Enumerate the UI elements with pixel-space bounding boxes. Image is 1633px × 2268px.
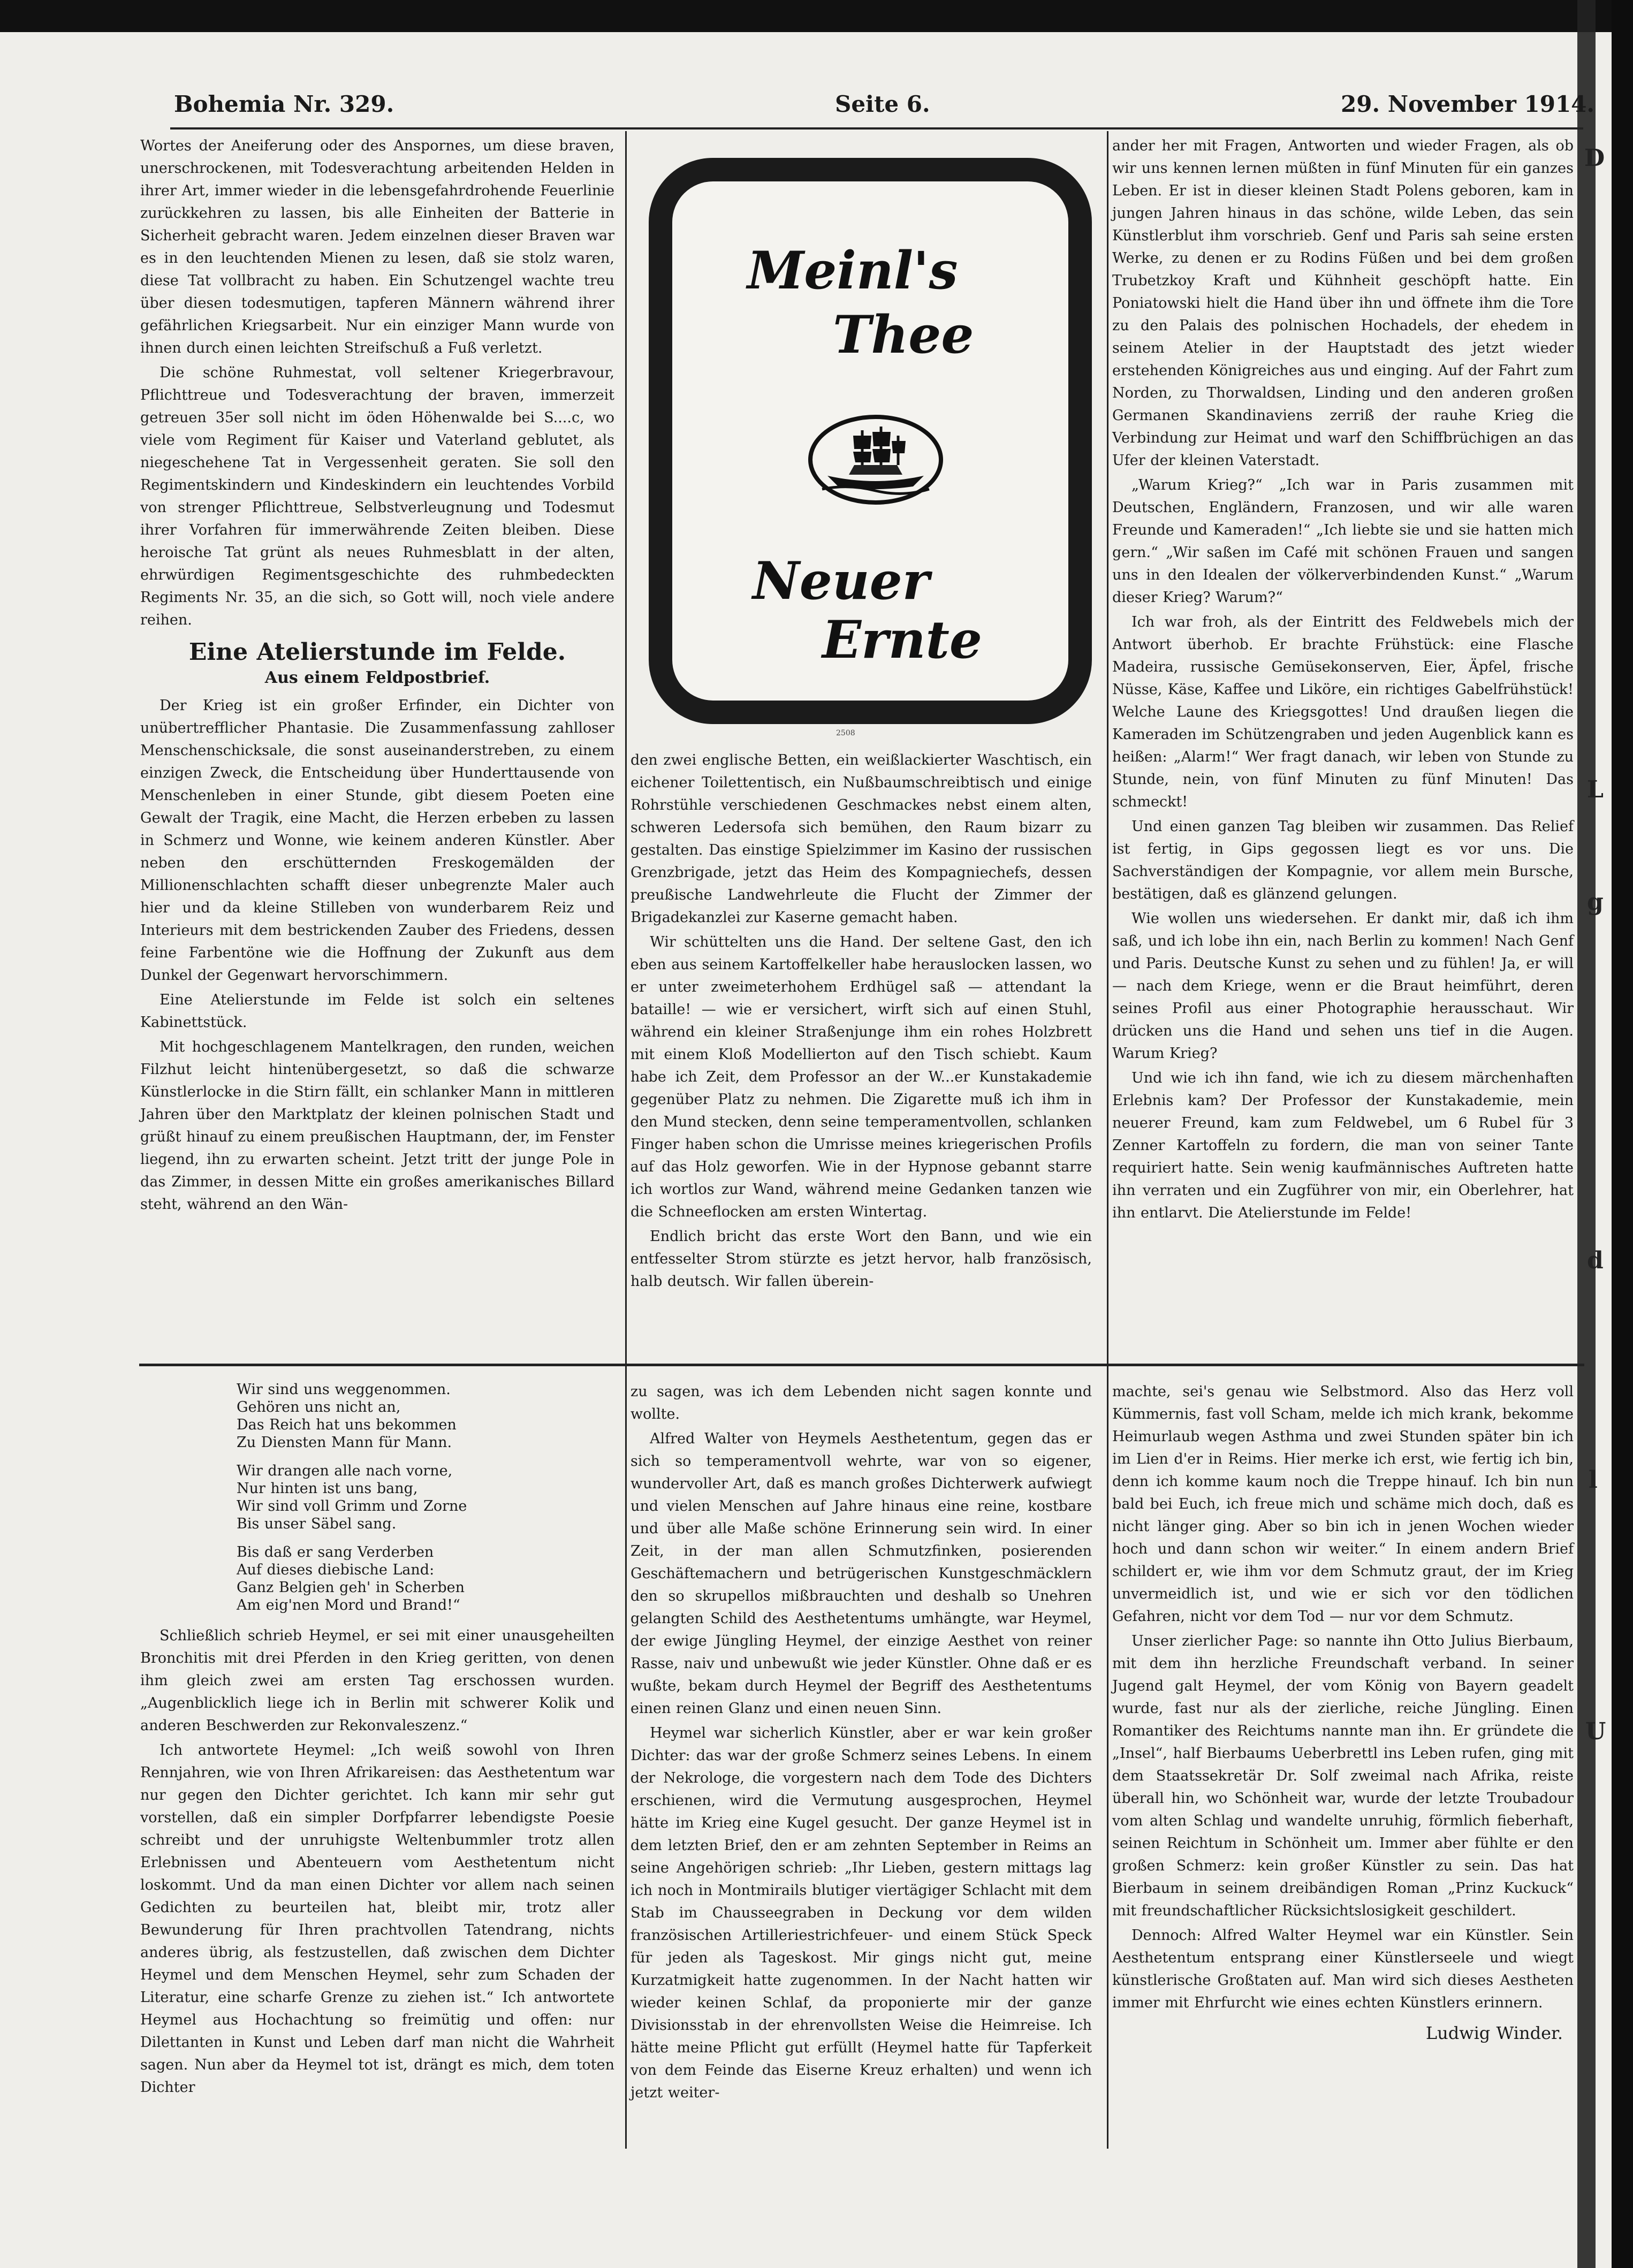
column-b-bottom [631, 1381, 1092, 2106]
paragraph: den zwei englische Betten, ein weißlackierter Waschtisch, ein eichener Toilettentisch, ein Nußbaumschreibtisch und einige Rohrstühle verschiedenen Geschmackes nebst einem alten, schweren Ledersofa sich bemühen, den Raum bizarr zu gestalten. Das einstige Spielzimmer im Kasino der russischen Grenzbrigade, jetzt das Heim des Kompagniechefs, dessen preußische Landwehrleute die Flucht der Zimmer der Brigadekanzlei zur Kaserne gemacht haben. [631, 752, 1092, 926]
poem-line: Wir drangen alle nach vorne, [237, 1463, 453, 1479]
paragraph: Mit hochgeschlagenem Mantelkragen, den runden, weichen Filzhut leicht hintenübergesetzt, so daß die schwarze Künstlerlocke in die Stirn fällt, ein schlanker Mann in mittleren Jahren über den Marktplatz der kleinen polnischen Stadt und grüßt hinauf zu einem preußischen Hauptmann, der, im Fenster liegend, ihn zu erwarten scheint. Jetzt tritt der junge Pole in das Zimmer, in dessen Mitte ein großes amerikanisches Billard steht, während an den Wän- [140, 1039, 614, 1213]
paragraph: Ich war froh, als der Eintritt des Feldwebels mich der Antwort überhob. Er brachte Frühstück: eine Flasche Madeira, russische Gemüsekonserven, Eier, Äpfel, frische Nüsse, Käse, Kaffee und Liköre, ein richtiges Gabelfrühstück! Welche Laune des Kriegsgottes! Und draußen liegen die Kameraden im Schützengraben und jeden Augenblick kann es heißen: „Alarm!“ Wer fragt danach, wir leben von Stunde zu Stunde, nein, von fünf Minuten zu fünf Minuten! Das schmeckt! [1112, 614, 1574, 810]
paragraph: Und einen ganzen Tag bleiben wir zusammen. Das Relief ist fertig, in Gips gegossen liegt es vor uns. Die Sachverständigen der Kompagnie, vor allem mein Bursche, bestätigen, daß es glänzend gelungen. [1112, 818, 1574, 902]
paragraph: Wortes der Aneiferung oder des Anspornes, um diese braven, unerschrockenen, mit Todesverachtung arbeitenden Helden in ihrer Art, immer wieder in die lebensgefahrdrohende Feuerlinie zurückkehren zu lassen, bis alle Einheiten der Batterie in Sicherheit gebracht waren. Jedem einzelnen dieser Braven war es in den leuchtenden Mienen zu lesen, daß sie stolz waren, diese Tat vollbracht zu haben. Ein Schutzengel wachte treu über diesen todesmutigen, tapferen Männern während ihrer gefährlichen Kriegsarbeit. Nur ein einziger Mann wurde von ihnen durch einen leichten Streifschuß a Fuß verletzt. [140, 138, 614, 356]
scan-edge-right-inner [1577, 0, 1596, 2268]
author-signature: Ludwig Winder. [1425, 2023, 1563, 2043]
paragraph: Dennoch: Alfred Walter Heymel war ein Künstler. Sein Aesthetentum entsprang einer Künstlerseele und wiegt künstlerische Großtaten auf. Man wird sich dieses Aestheten immer mit Ehrfurcht wie eines echten Künstlers erinnern. [1112, 1927, 1574, 2011]
poem-line: Zu Diensten Mann für Mann. [237, 1434, 452, 1451]
adjacent-page-fragment: g [1587, 888, 1604, 916]
paragraph: Eine Atelierstunde im Felde ist solch ein seltenes Kabinettstück. [140, 992, 614, 1031]
poem-line: Bis daß er sang Verderben [237, 1544, 434, 1561]
paragraph: Heymel war sicherlich Künstler, aber er war kein großer Dichter: das war der große Schmerz seines Lebens. In einem der Nekrologe, die vorgestern nach dem Tode des Dichters erschienen, wird die Vermutung ausgesprochen, Heymel hätte im Krieg eine Kugel gesucht. Der ganze Heymel ist in dem letzten Brief, den er am zehnten September in Reims an seine Angehörigen schrieb: „Ihr Lieben, gestern mittags lag ich noch in Montmirails blutiger viertägiger Schlacht mit dem Stab im Chausseegraben in Deckung vor dem wilden französischen Artilleriestrichfeuer- und einem Stück Speck für jeden als Tageskost. Mir gings nicht gut, meine Kurzatmigkeit hatte zugenommen. In der Nacht hatten wir wieder keinen Schlaf, da proponierte mir der ganze Divisionsstab in der ehrenvollsten Weise die Heimreise. Ich hätte meine Pflicht gut erfüllt (Heymel hatte für Tapferkeit von dem Feinde das Eiserne Kreuz erhalten) und wenn ich jetzt weiter- [631, 1725, 1092, 2101]
poem-line: Das Reich hat uns bekommen [237, 1417, 457, 1433]
ad-line-neuer: Neuer [753, 551, 930, 611]
poem-line: Gehören uns nicht an, [237, 1399, 401, 1415]
paragraph: machte, sei's genau wie Selbstmord. Also das Herz voll Kümmernis, fast voll Scham, melde ich mich krank, bekomme Heimurlaub wegen Asthma und zwei Stunden später bin ich im Lien d'er in Reims. Hier merke ich erst, wie fertig ich bin, denn ich komme kaum noch die Treppe hinauf. Ich bin nun bald bei Euch, ich freue mich und schäme mich doch, daß es nicht länger ging. Aber so bin ich in jenen Wochen wieder hoch und dann schon wir weiter.“ In einem andern Brief schildert er, wie ihm vor dem Schmutz graut, der im Krieg unvermeidlich ist, und wie er sich vor den tödlichen Gefahren, nicht vor dem Tod — nur vor dem Schmutz. [1112, 1383, 1574, 1625]
paragraph: Unser zierlicher Page: so nannte ihn Otto Julius Bierbaum, mit dem ihn herzliche Freundschaft verband. In seiner Jugend galt Heymel, der vom König von Bayern geadelt wurde, fast nur als der zierliche, reiche Jüngling. Einen Romantiker des Reichtums nannte man ihn. Er gründete die „Insel“, half Bierbaums Ueberbrettl ins Leben rufen, ging mit dem Staatssekretär Dr. Solf zweimal nach Afrika, reiste überall hin, wo Schönheit war, wurde der letzte Troubadour vom alten Schlag und wandelte unruhig, förmlich fieberhaft, seinen Reichtum in Schönheit um. Immer aber fühlte er den großen Schmerz: kein großer Künstler zu sein. Das hat Bierbaum in seinem dreibändigen Roman „Prinz Kuckuck“ mit freundschaftlicher Rücksichtslosigkeit geschildert. [1112, 1633, 1574, 1919]
paragraph: Die schöne Ruhmestat, voll seltener Kriegerbravour, Pflichttreue und Todesverachtung der braven, immerzeit getreuen 35er soll nicht im öden Höhenwalde bei S....c, wo viele vom Regiment für Kaiser und Vaterland geblutet, als niegeschehene Tat in Vergessenheit geraten. Sie soll den Regimentskindern und Kindeskindern ein leuchtendes Vorbild von strenger Pflichttreue, Selbstverleugnung und Todesmut ihrer Vorfahren für immerwährende Zeiten bleiben. Diese heroische Tat grünt als neues Ruhmesblatt in der alten, ehrwürdigen Regimentsgeschichte des ruhmbedeckten Regiments Nr. 35, an die sich, so Gott will, noch viele andere reihen. [140, 364, 614, 628]
header-page: Seite 6. [835, 91, 930, 117]
poem-line: Bis unser Säbel sang. [237, 1516, 397, 1532]
column-rule-2 [1107, 131, 1108, 2149]
ad-code: 2508 [836, 729, 855, 737]
adjacent-page-fragment: D [1584, 144, 1605, 172]
paragraph: Alfred Walter von Heymels Aesthetentum, gegen das er sich so temperamentvoll wehrte, war von so eigener, wundervoller Art, daß es manch großes Dichterwerk aufwiegt und vielen Menschen auf Jahre hinaus eine reine, kostbare und über alle Maße schöne Erinnerung sein wird. In einer Zeit, in der man allen Schmutzfinken, posierenden Geschäftemachern und betrügerischen Kunstgeschmäcklern den so skrupellos mißbrauchten und deshalb so Unehren gelangten Schild des Aesthetentums umhängte, war Heymel, der ewige Jüngling Heymel, der einzige Aesthet von reiner Rasse, naiv und unbewußt wie jeder Künstler. Ohne daß er es wußte, bekam durch Heymel der Begriff des Aesthetentums einen reinen Glanz und einen neuen Sinn. [631, 1430, 1092, 1717]
adjacent-page-fragment: U [1585, 1718, 1606, 1745]
poem [237, 1381, 614, 1614]
ship-emblem-icon [806, 412, 945, 508]
poem-stanza [237, 1462, 614, 1533]
scan-edge-right [1612, 0, 1633, 2268]
scan-edge-top [0, 0, 1633, 32]
paragraph: Ich antwortete Heymel: „Ich weiß sowohl von Ihren Rennjahren, wie von Ihren Afrikareisen: das Aesthetentum war nur gegen den Dichter gerichtet. Ich kann mir sehr gut vorstellen, daß ein simpler Dorfpfarrer lebendigste Poesie schreibt und der unruhigste Weltenbummler trotz allen Erlebnissen und Abenteuern vom Aesthetentum nicht loskommt. Und da man einen Dichter vor allem nach seinen Gedichten zu beurteilen hat, bleibt mir, trotz aller Bewunderung für Ihren prachtvollen Tatendrang, nichts anderes übrig, als festzustellen, daß zwischen dem Dichter Heymel und dem Menschen Heymel, sehr zum Schaden der Literatur, eine scharfe Grenze zu ziehen ist.“ Ich antwortete Heymel aus Hochachtung so freimütig und offen: nur Dilettanten in Kunst und Leben darf man nicht die Wahrheit sagen. Nun aber da Heymel tot ist, drängt es mich, dem toten Dichter [140, 1742, 614, 2096]
paragraph: Wir schüttelten uns die Hand. Der seltene Gast, den ich eben aus seinem Kartoffelkeller habe herauslocken lassen, wo er unter zweimeterhohem Erdhügel saß — attendant la bataille! — wie er versichert, wirft sich auf einen Stuhl, während ein kleiner Straßenjunge ihm ein rohes Holzbrett mit einem Kloß Modellierton auf den Tisch schiebt. Kaum habe ich Zeit, dem Professor an der W...er Kunstakademie gegenüber Platz zu nehmen. Die Zigarette muß ich ihm in den Mund stecken, denn seine temperamentvollen, schlanken Finger haben schon die Umrisse meines kriegerischen Profils auf das Holz geworfen. Wie in der Hypnose gebannt starre ich wortlos zur Wand, während meine Gedanken tanzen wie die Schneeflocken am ersten Wintertag. [631, 934, 1092, 1220]
horizontal-rule-mid [139, 1364, 1584, 1366]
column-a-top [140, 135, 614, 1218]
paragraph: zu sagen, was ich dem Lebenden nicht sagen konnte und wollte. [631, 1383, 1092, 1422]
article-title: Eine Atelierstunde im Felde. [188, 638, 566, 666]
column-c-top [1112, 135, 1574, 1227]
paragraph: Wie wollen uns wiedersehen. Er dankt mir, daß ich ihm saß, und ich lobe ihn ein, nach Berlin zu kommen! Nach Genf und Paris. Deutsche Kunst zu sehen und zu fühlen! Ja, er will — nach dem Kriege, wenn er die Braut heimführt, deren seines Profil aus einer Photographie herausschaut. Wir drücken uns die Hand und sehen uns tief in die Augen. Warum Krieg? [1112, 910, 1574, 1062]
column-b-mid [631, 749, 1092, 1295]
paragraph: Der Krieg ist ein großer Erfinder, ein Dichter von unübertrefflicher Phantasie. Die Zusammenfassung zahlloser Menschenschicksale, die sonst auseinanderstreben, zu einem einzigen Zweck, die Entscheidung über Hunderttausende von Menschenleben in einer Stunde, gibt diesem Poeten eine Gewalt der Tragik, eine Macht, die Herzen erbeben zu lassen in Schmerz und Wonne, wie keinem anderen Künstler. Aber neben den erschütternden Freskogemälden der Millionenschlachten schafft dieser unbegrenzte Maler auch hier und da kleine Stilleben von wunderbarem Reiz und Interieurs mit dem bestrickenden Zauber des Friedens, dessen feine Farbentöne wie die Hoffnung der Zukunft aus dem Dunkel der Gegenwart hervorschimmern. [140, 697, 614, 984]
paragraph: ander her mit Fragen, Antworten und wieder Fragen, als ob wir uns kennen lernen müßten in fünf Minuten für ein ganzes Leben. Er ist in dieser kleinen Stadt Polens geboren, kam in jungen Jahren hinaus in das schöne, wilde Leben, das sein Künstlerblut ihm vorschrieb. Genf und Paris sah seine ersten Werke, zu denen er zu Rodins Füßen und bei dem großen Trubetzkoy Kraft und Kühnheit geschöpft hatte. Ein Poniatowski hielt die Hand über ihn und öffnete ihm die Tore zu den Palais des polnischen Hochadels, der ehedem in seinem Atelier in der Hauptstadt des jetzt wieder erstehenden Königreiches aus und einging. Auf der Fahrt zum Norden, zu Thorwaldsen, Linding und den anderen großen Germanen Skandinaviens zerriß der rauhe Krieg die Verbindung zur Heimat und warf den Schiffbrüchigen an das Ufer der kleinen Vaterstadt. [1112, 138, 1574, 469]
ad-line-ernte: Ernte [822, 610, 982, 670]
header-rule [170, 127, 1583, 130]
paragraph: „Warum Krieg?“ „Ich war in Paris zusammen mit Deutschen, Engländern, Franzosen, und wir alle waren Freunde und Kameraden!“ „Ich liebte sie und sie hatten mich gern.“ „Wir saßen im Café mit schönen Frauen und sangen uns in den Idealen der völkerverbindenden Kunst.“ „Warum dieser Krieg? Warum?“ [1112, 477, 1574, 606]
adjacent-page-fragment: l [1589, 1466, 1598, 1494]
poem-line: Wir sind uns weggenommen. [237, 1381, 451, 1398]
paragraph: Endlich bricht das erste Wort den Bann, und wie ein entfesselter Strom stürzte es jetzt hervor, halb französisch, halb deutsch. Wir fallen überein- [631, 1228, 1092, 1290]
poem-stanza [237, 1543, 614, 1614]
meinl-advertisement [649, 158, 1092, 724]
ad-line-meinls: Meinl's [747, 240, 958, 301]
paragraph: Schließlich schrieb Heymel, er sei mit einer unausgeheilten Bronchitis mit drei Pferden in den Krieg geritten, von denen ihm gleich zwei am ersten Tag erschossen wurden. „Augenblicklich liege ich in Berlin mit schwerer Kolik und anderen Beschwerden zur Rekonvaleszenz.“ [140, 1627, 614, 1734]
column-a-bottom [140, 1381, 614, 2101]
article-subtitle: Aus einem Feldpostbrief. [264, 668, 490, 687]
column-rule-1 [625, 131, 627, 2149]
column-c-bottom [1112, 1381, 1574, 2044]
poem-line: Auf dieses diebische Land: [237, 1562, 435, 1578]
poem-line: Ganz Belgien geh' in Scherben [237, 1579, 465, 1596]
header-issue: Bohemia Nr. 329. [174, 91, 394, 117]
poem-line: Am eig'nen Mord und Brand!“ [237, 1597, 460, 1614]
poem-line: Wir sind voll Grimm und Zorne [237, 1498, 467, 1514]
poem-stanza [237, 1381, 614, 1451]
ad-line-thee: Thee [833, 305, 974, 365]
header-date: 29. November 1914. [1341, 91, 1595, 117]
poem-line: Nur hinten ist uns bang, [237, 1480, 418, 1497]
adjacent-page-fragment: L [1587, 776, 1604, 803]
adjacent-page-fragment: d [1587, 1247, 1604, 1274]
paragraph: Und wie ich ihn fand, wie ich zu diesem märchenhaften Erlebnis kam? Der Professor der Kunstakademie, mein neuerer Freund, kam zum Feldwebel, um 6 Rubel für 3 Zenner Kartoffeln zu fordern, die man von seiner Tante requiriert hatte. Sein wenig kaufmännisches Auftreten hatte ihn verraten und ein Zugführer von mir, ein Oberlehrer, hat ihn entlarvt. Die Atelierstunde im Felde! [1112, 1070, 1574, 1221]
